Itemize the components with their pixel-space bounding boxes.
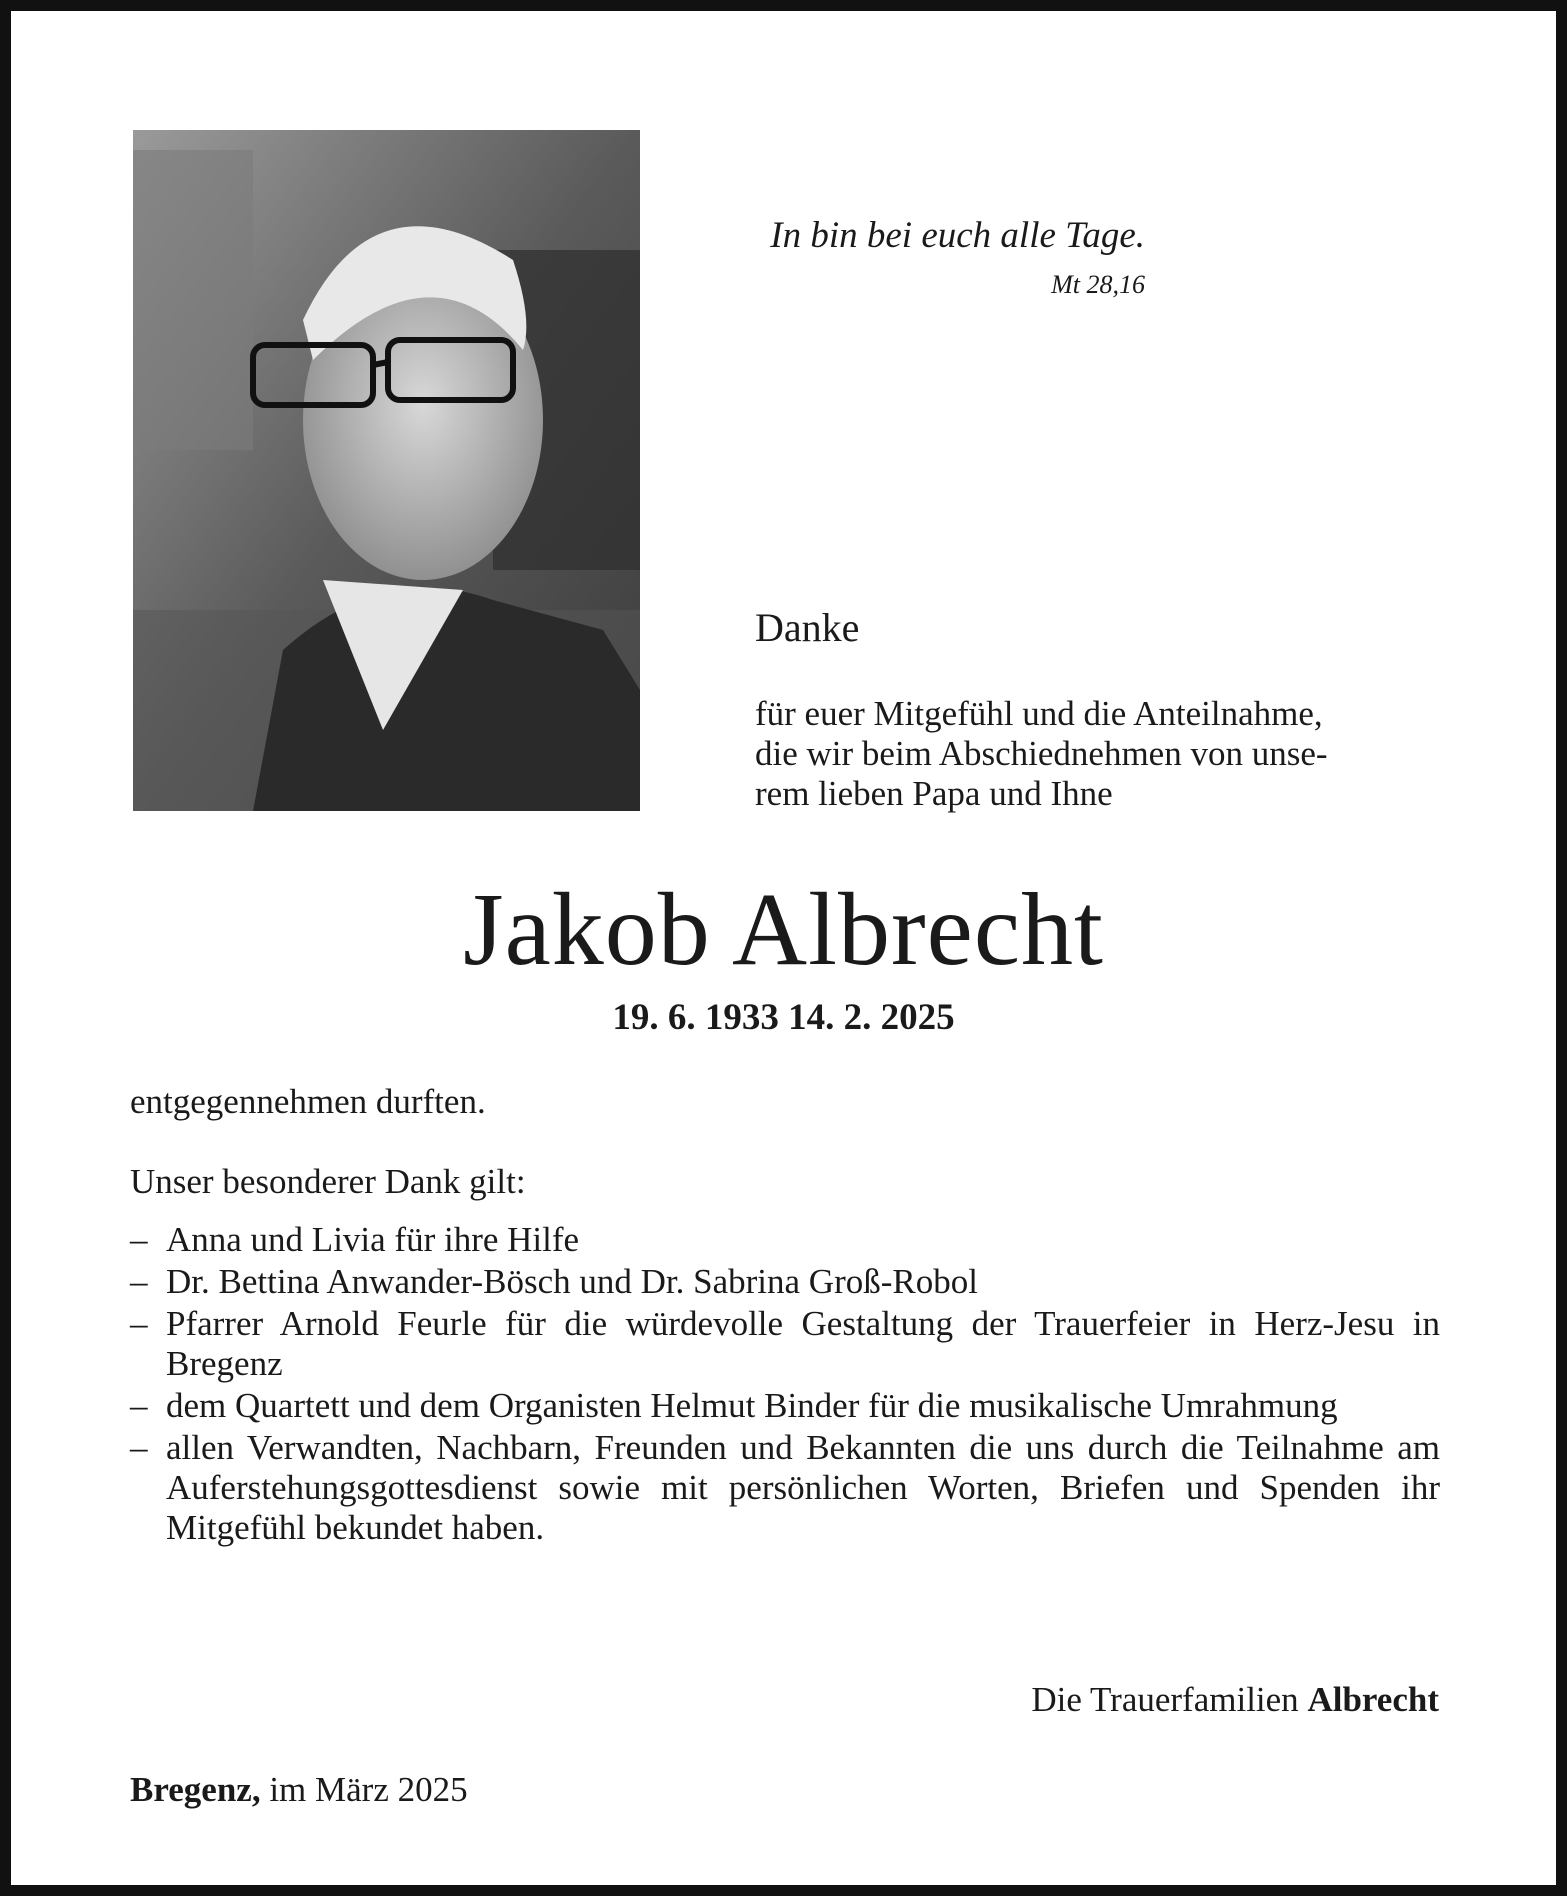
quote-text: In bin bei euch alle Tage. <box>770 215 1145 256</box>
list-item-text: Pfarrer Arnold Feurle für die würdevolle Gestaltung der Trauerfeier in Herz-Jesu in Bregenz <box>166 1304 1440 1383</box>
dash-bullet: – <box>130 1262 148 1301</box>
dash-bullet: – <box>130 1428 148 1467</box>
intro-paragraph <box>755 694 1445 814</box>
thanks-heading: Unser besonderer Dank gilt: <box>130 1162 526 1201</box>
intro-line: rem lieben Papa und Ihne <box>755 774 1113 813</box>
intro-line: die wir beim Abschiednehmen von unse- <box>755 734 1328 773</box>
thanks-list <box>130 1220 1440 1550</box>
dash-bullet: – <box>130 1220 148 1259</box>
danke-heading: Danke <box>755 605 860 650</box>
list-item-text: dem Quartett und dem Organisten Helmut Binder für die musikalische Umrahmung <box>166 1386 1338 1425</box>
continuation-text: entgegennehmen durften. <box>130 1082 486 1121</box>
signature-prefix: Die Trauerfamilien <box>1031 1680 1299 1719</box>
list-item <box>130 1428 1440 1548</box>
quote-reference: Mt 28,16 <box>1051 270 1145 299</box>
dash-bullet: – <box>130 1386 148 1425</box>
list-item <box>130 1304 1440 1384</box>
place-date <box>130 1770 468 1810</box>
list-item <box>130 1262 1440 1302</box>
dash-bullet: – <box>130 1304 148 1343</box>
bible-quote <box>750 212 1145 302</box>
life-dates: 19. 6. 1933 14. 2. 2025 <box>612 997 955 1038</box>
place-city: Bregenz, <box>130 1770 261 1809</box>
portrait-photo <box>133 130 640 811</box>
intro-line: für euer Mitgefühl und die Anteilnahme, <box>755 694 1323 733</box>
deceased-name: Jakob Albrecht <box>463 872 1104 987</box>
signature-family: Albrecht <box>1307 1680 1439 1719</box>
list-item-text: Dr. Bettina Anwander-Bösch und Dr. Sabrina Groß-Robol <box>166 1262 978 1301</box>
list-item-text: allen Verwandten, Nachbarn, Freunden und Bekannten die uns durch die Teilnahme am Auferstehungsgottesdienst sowie mit persönlichen Worten, Briefen und Spenden ihr Mitgefühl bekundet haben. <box>166 1428 1440 1547</box>
list-item-text: Anna und Livia für ihre Hilfe <box>166 1220 580 1259</box>
list-item <box>130 1386 1440 1426</box>
list-item <box>130 1220 1440 1260</box>
place-date-text: im März 2025 <box>269 1770 468 1809</box>
signature <box>1031 1680 1439 1720</box>
portrait-image <box>133 130 640 811</box>
